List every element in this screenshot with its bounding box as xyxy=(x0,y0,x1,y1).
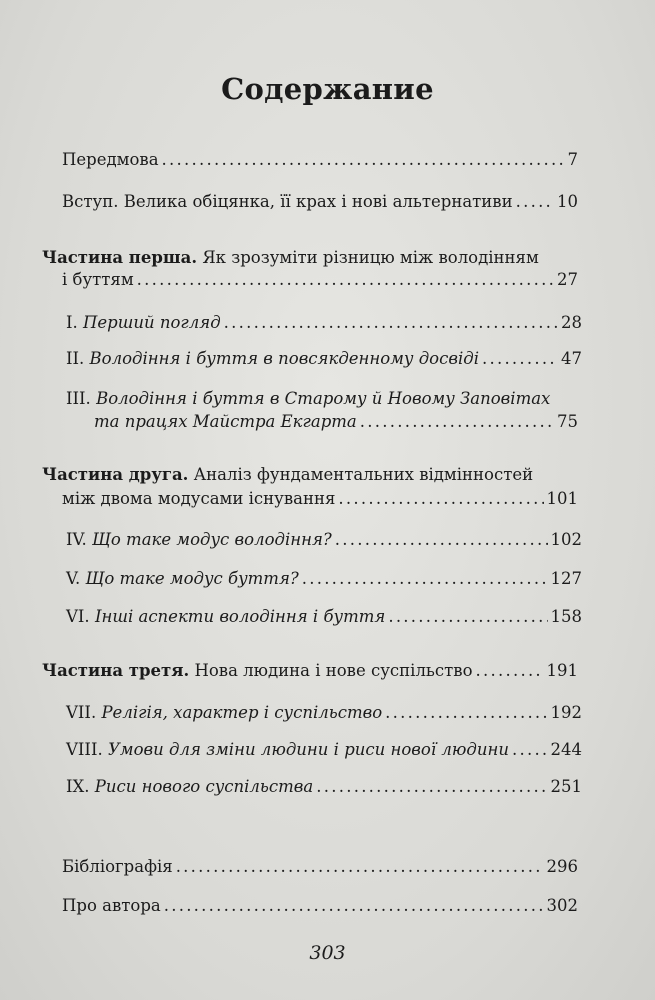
toc-leader-dots xyxy=(316,777,547,797)
toc-leader-dots xyxy=(335,530,548,550)
toc-part-label: Частина перша. xyxy=(42,248,198,267)
toc-part-title-line2: між двома модусами існування xyxy=(62,489,336,508)
toc-leader-dots xyxy=(385,703,547,723)
toc-label: Про автора xyxy=(62,896,161,915)
toc-leader-dots xyxy=(482,349,558,369)
toc-leader-dots xyxy=(162,150,565,170)
toc-leader-dots xyxy=(388,607,547,627)
toc-label: Бібліографія xyxy=(62,857,173,876)
toc-part-title-line1: Як зрозуміти різницю між володінням xyxy=(202,248,539,267)
toc-entry-chapter-6[interactable] xyxy=(66,607,582,627)
toc-label: Передмова xyxy=(62,150,159,169)
toc-part-title: Нова людина і нове суспільство xyxy=(194,661,473,680)
toc-entry-chapter-1[interactable] xyxy=(66,313,582,333)
toc-label xyxy=(66,349,479,369)
toc-chapter-number: VIII. xyxy=(66,740,103,759)
toc-chapter-title: Умови для зміни людини і риси нової людини xyxy=(107,740,509,759)
toc-part-label: Частина друга. xyxy=(42,465,189,484)
toc-part-label: Частина третя. xyxy=(42,661,190,680)
toc-page-number: 101 xyxy=(546,489,578,508)
toc-part-two-heading[interactable] xyxy=(42,465,533,485)
toc-leader-dots xyxy=(512,740,548,760)
toc-page-number: 251 xyxy=(550,777,582,796)
toc-entry-chapter-8[interactable] xyxy=(66,740,582,760)
toc-entry-about-author[interactable] xyxy=(62,896,578,916)
toc-entry-chapter-9[interactable] xyxy=(66,777,582,797)
toc-page-number: 28 xyxy=(561,313,582,332)
toc-leader-dots xyxy=(338,489,543,509)
toc-page-number: 302 xyxy=(546,896,578,915)
toc-chapter-title: Володіння і буття в повсякденному досвіді xyxy=(89,349,479,368)
toc-chapter-title: Риси нового суспільства xyxy=(94,777,314,796)
toc-label xyxy=(66,740,509,760)
toc-entry-chapter-3[interactable] xyxy=(94,412,578,432)
toc-entry-chapter-5[interactable] xyxy=(66,569,582,589)
toc-page-number: 102 xyxy=(550,530,582,549)
toc-label xyxy=(66,607,385,627)
toc-leader-dots xyxy=(224,313,558,333)
toc-chapter-number: VII. xyxy=(66,703,97,722)
toc-entry-chapter-7[interactable] xyxy=(66,703,582,723)
toc-chapter-title-line1: Володіння і буття в Старому й Новому Заповітах xyxy=(96,389,551,408)
page-number-footer: 303 xyxy=(309,942,346,964)
toc-leader-dots xyxy=(476,661,544,681)
toc-leader-dots xyxy=(360,412,554,432)
toc-entry-chapter-2[interactable] xyxy=(66,349,582,369)
toc-entry-part-two[interactable] xyxy=(62,489,578,509)
toc-leader-dots xyxy=(176,857,544,877)
toc-label xyxy=(66,703,382,723)
toc-page-number: 75 xyxy=(557,412,578,431)
toc-entry-chapter-4[interactable] xyxy=(66,530,582,550)
toc-chapter-title-line2: та працях Майстра Екгарта xyxy=(94,412,357,431)
toc-chapter-number: V. xyxy=(66,569,81,588)
toc-label xyxy=(42,661,473,681)
toc-label xyxy=(66,569,299,589)
toc-leader-dots xyxy=(164,896,544,916)
toc-part-title-line2: і буттям xyxy=(62,270,134,289)
toc-page-number: 296 xyxy=(546,857,578,876)
toc-chapter-title: Перший погляд xyxy=(83,313,221,332)
toc-leader-dots xyxy=(516,192,554,212)
toc-leader-dots xyxy=(302,569,548,589)
toc-entry-part-one[interactable] xyxy=(62,270,578,290)
toc-chapter-number: IV. xyxy=(66,530,87,549)
toc-label xyxy=(66,777,313,797)
toc-label xyxy=(66,313,221,333)
toc-entry-introduction[interactable] xyxy=(62,192,578,212)
toc-page-number: 7 xyxy=(567,150,578,169)
toc-page-number: 192 xyxy=(550,703,582,722)
toc-part-one-heading[interactable] xyxy=(42,248,539,268)
toc-page-number: 158 xyxy=(550,607,582,626)
toc-page-number: 191 xyxy=(546,661,578,680)
toc-chapter-title: Що таке модус буття? xyxy=(85,569,299,588)
toc-page-number: 244 xyxy=(550,740,582,759)
page-title: Содержание xyxy=(221,72,434,106)
toc-chapter-title: Інші аспекти володіння і буття xyxy=(94,607,386,626)
toc-chapter-3-heading[interactable] xyxy=(66,389,550,409)
toc-label: Вступ. Велика обіцянка, її крах і нові альтернативи xyxy=(62,192,513,211)
toc-chapter-title: Що таке модус володіння? xyxy=(92,530,332,549)
toc-page-number: 47 xyxy=(561,349,582,368)
toc-page-number: 10 xyxy=(557,192,578,211)
toc-chapter-title: Релігія, характер і суспільство xyxy=(101,703,383,722)
toc-chapter-number: VI. xyxy=(66,607,90,626)
toc-entry-part-three[interactable] xyxy=(42,661,578,681)
toc-chapter-number: IX. xyxy=(66,777,90,796)
toc-part-title-line1: Аналіз фундаментальних відмінностей xyxy=(193,465,534,484)
toc-entry-bibliography[interactable] xyxy=(62,857,578,877)
toc-chapter-number: III. xyxy=(66,389,91,408)
toc-label xyxy=(66,530,332,550)
toc-page-number: 27 xyxy=(557,270,578,289)
toc-chapter-number: I. xyxy=(66,313,78,332)
toc-leader-dots xyxy=(137,270,554,290)
toc-page-number: 127 xyxy=(550,569,582,588)
toc-entry-preface[interactable] xyxy=(62,150,578,170)
toc-chapter-number: II. xyxy=(66,349,85,368)
